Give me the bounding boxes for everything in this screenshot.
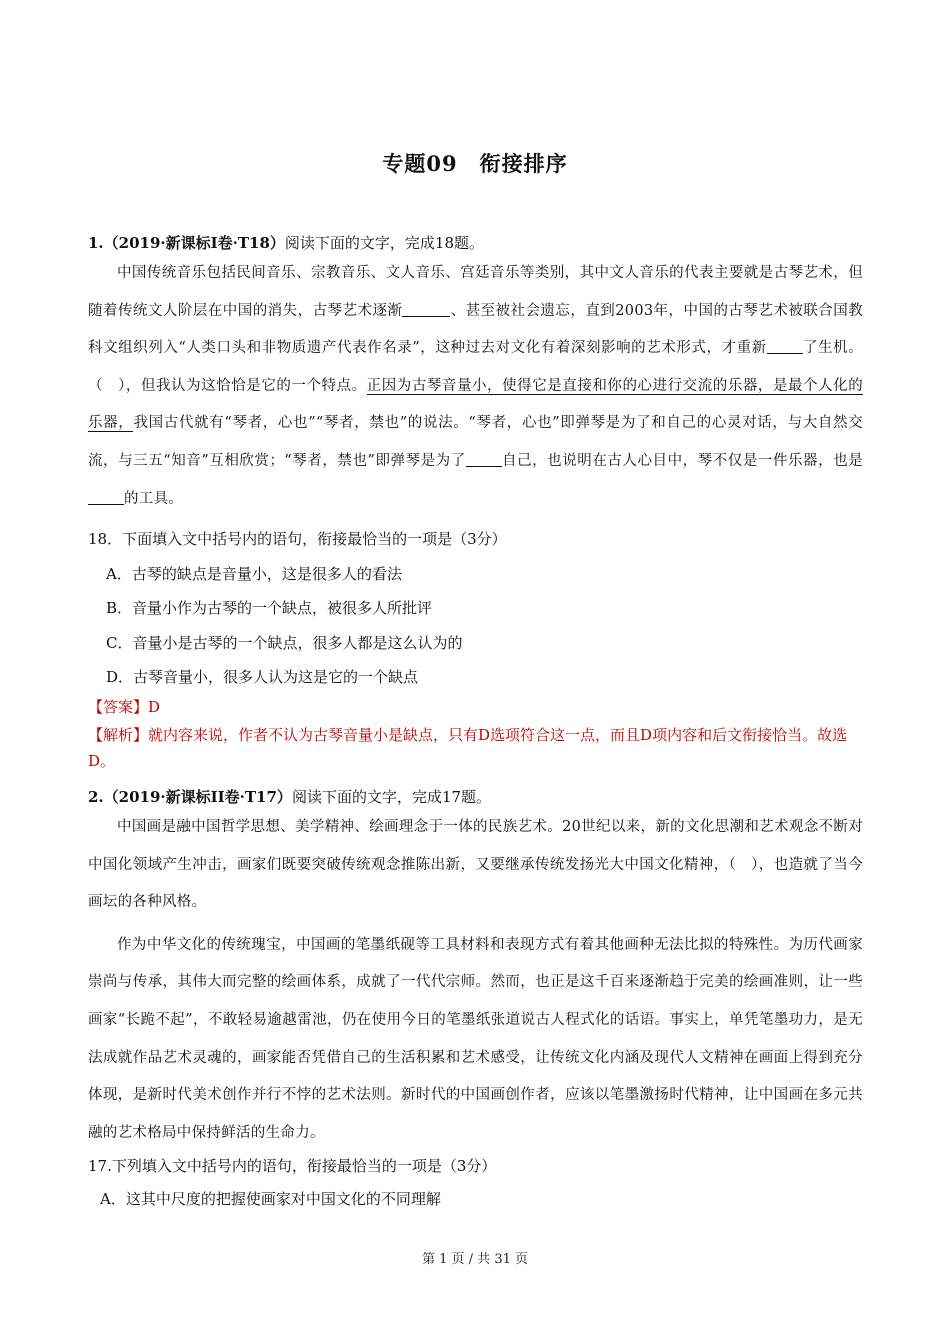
question-1-source: （2019·新课标Ⅰ卷·T18）	[103, 234, 285, 252]
question-1-instruction: 阅读下面的文字，完成18题。	[284, 234, 485, 252]
question-1-header	[88, 232, 484, 253]
answer-line	[88, 696, 160, 717]
passage-1-part-6: 的工具。	[124, 490, 184, 507]
passage-1-part-2: 、甚至被社会遗忘，直到2003年，中国的古琴艺术被联合国教科文组织列入“人类口头和非物质遗产代表作名录”，这种过去对文化有着深刻影响的艺术形式，才重新	[88, 302, 863, 357]
option-c: C．音量小是古琴的一个缺点，很多人都是这么认为的	[106, 634, 463, 652]
page-footer: 第 1 页 / 共 31 页	[422, 1252, 528, 1267]
question-2-instruction: 阅读下面的文字，完成17题。	[291, 788, 492, 806]
passage-1-part-4: 我国古代就有“琴者，心也”“琴者，禁也”的说法。“琴者，心也”即弹琴是为了和自己的心灵对话，与大自然交流，与三五“知音”互相欣赏；“琴者，禁也”即弹琴是为了	[88, 415, 863, 469]
analysis-block	[88, 722, 863, 774]
analysis-label: 【解析】	[88, 726, 149, 744]
analysis-text: 就内容来说，作者不认为古琴音量小是缺点，只有D选项符合这一点，而且D项内容和后文衔接恰当。故选D。	[88, 726, 848, 770]
blank-2	[767, 339, 803, 355]
option-b: B．音量小作为古琴的一个缺点，被很多人所批评	[106, 599, 433, 617]
passage-2-paragraph-2: 作为中华文化的传统瑰宝，中国画的笔墨纸砚等工具材料和表现方式有着其他画种无法比拟的特殊性。为历代画家崇尚与传承，其伟大而完整的绘画体系，成就了一代代宗师。然而，也正是这千百来逐渐趋于完美的绘画准则，让一些画家“长跪不起”，不敢轻易逾越雷池，仍在使用今日的笔墨纸张道说古人程式化的话语。事实上，单凭笔墨功力，是无法成就作品艺术灵魂的，画家能否凭借自己的生活积累和艺术感受，让传统文化内涵及现代人文精神在画面上得到充分体现，是新时代美术创作并行不悖的艺术法则。新时代的中国画创作者，应该以笔墨激扬时代精神，让中国画在多元共融的艺术格局中保持鲜活的生命力。	[88, 936, 863, 1141]
question-18-stem: 18．下面填入文中括号内的语句，衔接最恰当的一项是（3分）	[88, 530, 507, 548]
blank-1	[402, 301, 450, 317]
passage-2-paragraph-1: 中国画是融中国哲学思想、美学精神、绘画理念于一体的民族艺术。20世纪以来，新的文化思潮和艺术观念不断对中国化领域产生冲击，画家们既要突破传统观念推陈出新，又要继承传统发扬光大中国文化精神，（ ），也造就了当今画坛的各种风格。	[88, 819, 863, 911]
passage-1-part-5: 自己，也说明在古人心目中，琴不仅是一件乐器，也是	[501, 452, 864, 469]
answer-label: 【答案】	[88, 698, 149, 716]
question-1-passage	[88, 255, 863, 518]
page-title: 专题09 衔接排序	[382, 151, 568, 176]
passage-1-part-3: 了生机。（ ），但我认为这恰恰是它的一个特点。	[88, 340, 864, 394]
option-a: A．古琴的缺点是音量小，这是很多人的看法	[106, 565, 402, 583]
option-d: D．古琴音量小，很多人认为这是它的一个缺点	[106, 668, 419, 686]
answer-value: D	[148, 698, 161, 716]
question-17-stem: 17.下列填入文中括号内的语句，衔接最恰当的一项是（3分）	[88, 1157, 497, 1175]
blank-3	[466, 451, 502, 467]
question-2-passage	[88, 809, 863, 1152]
q2-option-a: A．这其中尺度的把握使画家对中国文化的不同理解	[100, 1190, 441, 1208]
underlined-sentence: 正因为古琴音量小，使得它是直接和你的心进行交流的乐器，是最个人化的乐器，	[88, 377, 863, 432]
question-2-header	[88, 786, 491, 807]
question-2-source: （2019·新课标II卷·T17）	[103, 788, 292, 806]
question-1-number: 1.	[88, 234, 104, 252]
blank-4	[88, 489, 124, 505]
passage-1-part-1: 中国传统音乐包括民间音乐、宗教音乐、文人音乐、宫廷音乐等类别，其中文人音乐的代表主要就是古琴艺术，但随着传统文人阶层在中国的消失，古琴艺术逐渐	[88, 265, 863, 319]
question-2-number: 2.	[88, 788, 104, 806]
